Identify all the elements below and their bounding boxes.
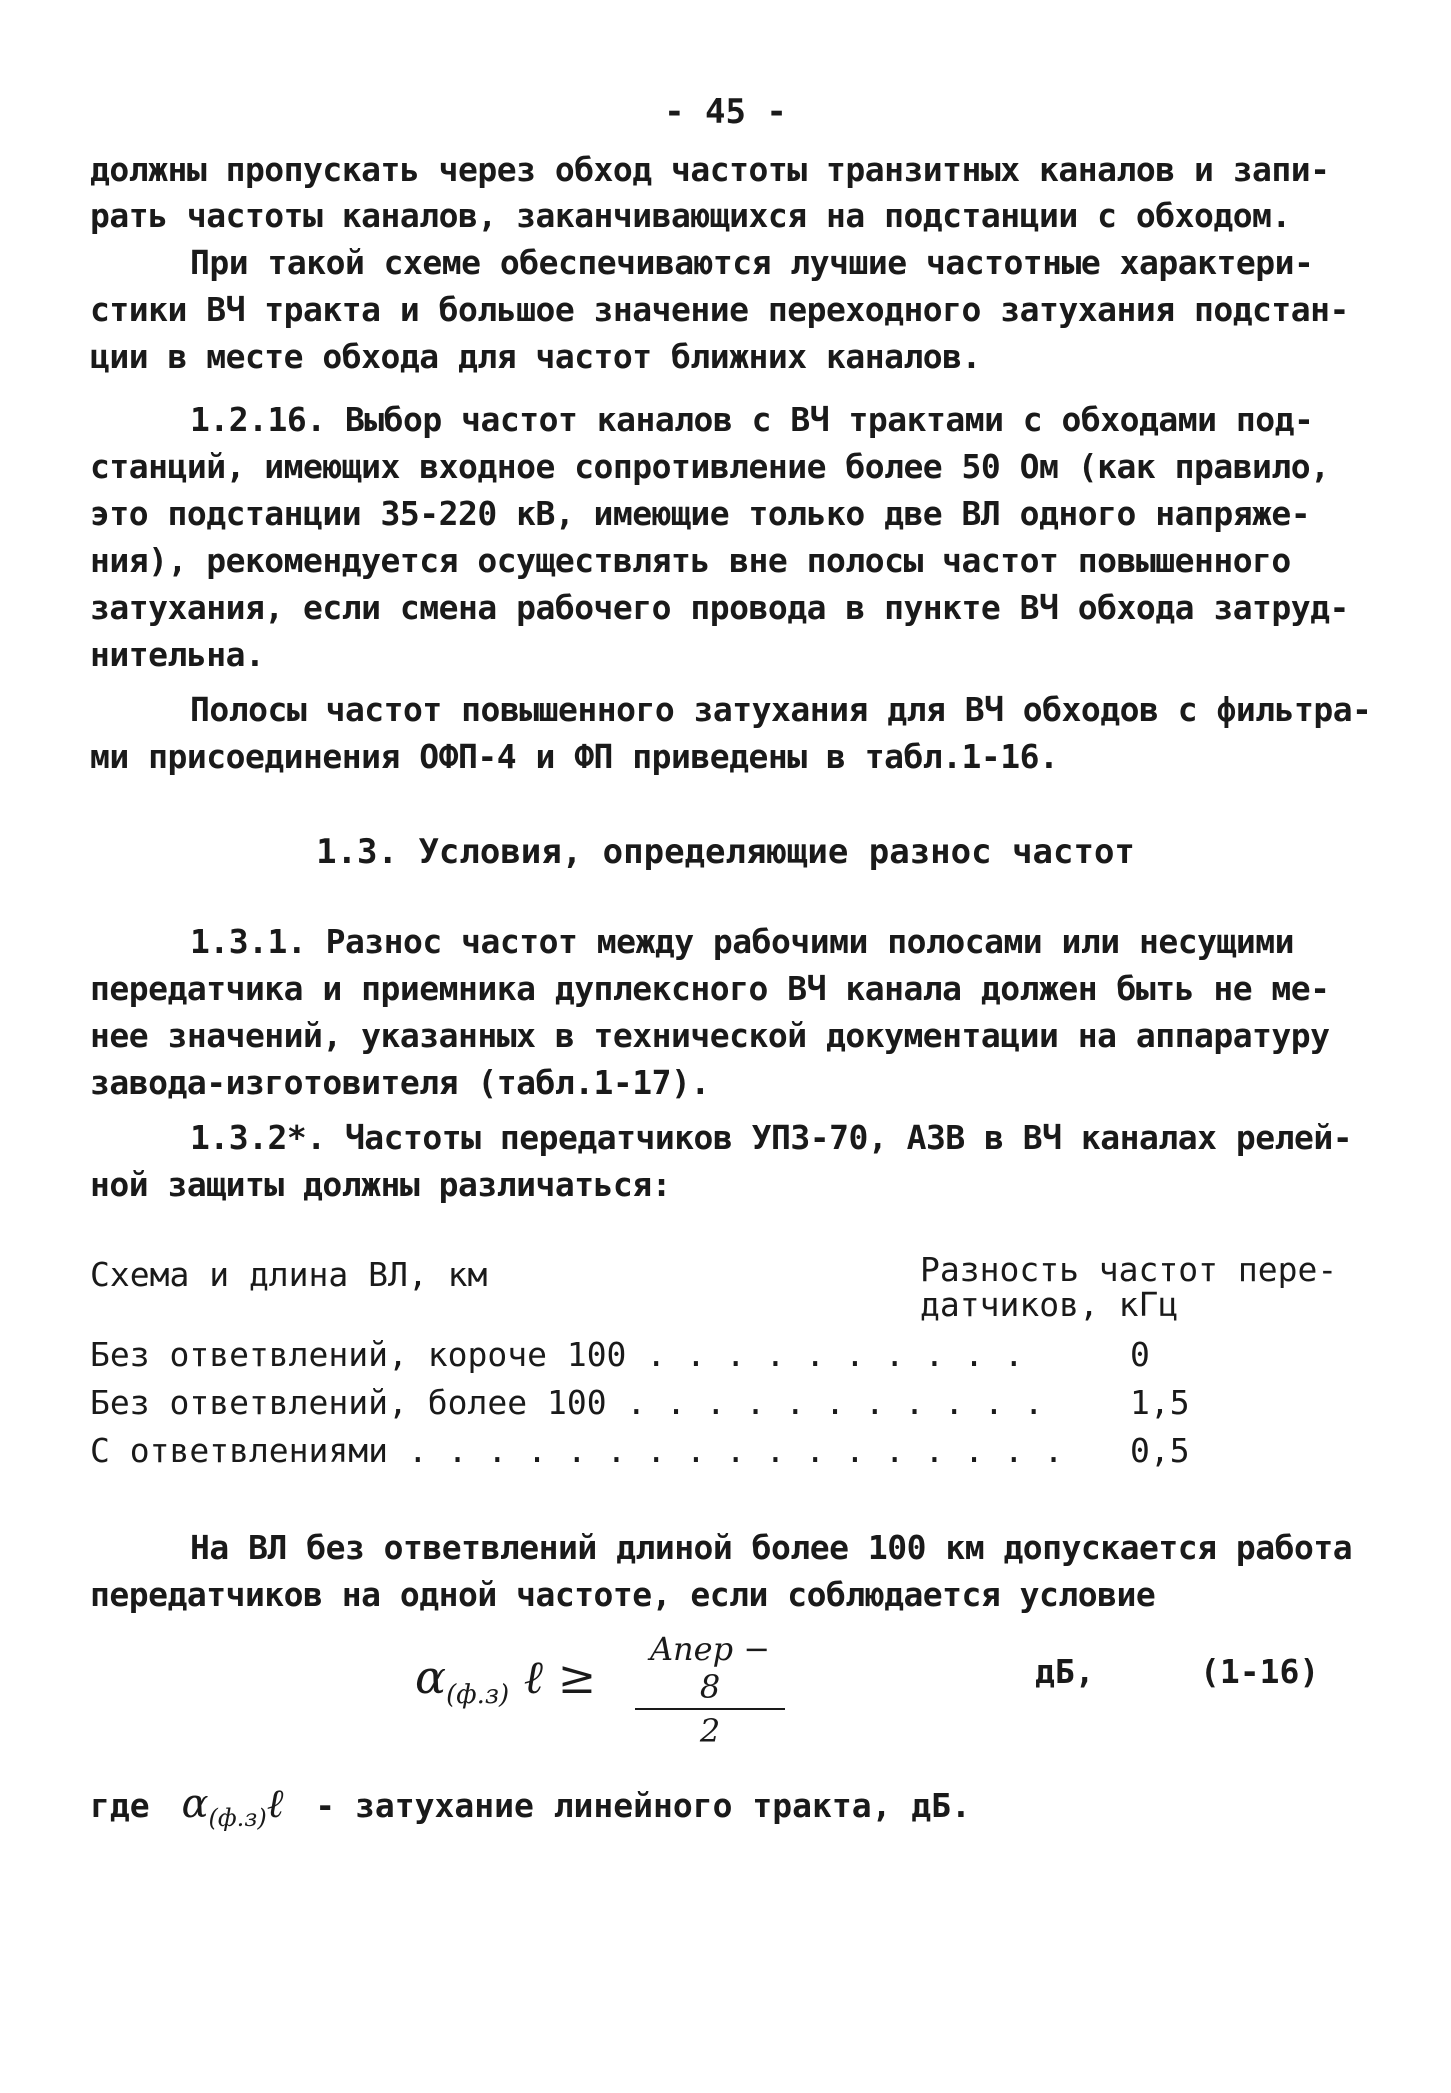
formula-unit: дБ, bbox=[1035, 1652, 1095, 1691]
text-line: На ВЛ без ответвлений длиной более 100 км допускается работа bbox=[190, 1528, 1353, 1567]
table-row bbox=[90, 1431, 1300, 1475]
where-text: - затухание линейного тракта, дБ. bbox=[315, 1786, 971, 1825]
where-symbol bbox=[181, 1781, 284, 1832]
formula-length-ge: ℓ ≥ bbox=[523, 1650, 597, 1704]
formula-1-16 bbox=[400, 1630, 1380, 1750]
text-line: ми присоединения ОФП-4 и ФП приведены в табл.1-16. bbox=[90, 737, 1059, 776]
text-line: ции в месте обхода для частот ближних каналов. bbox=[90, 337, 981, 376]
formula-lhs bbox=[415, 1650, 596, 1710]
where-prefix: где bbox=[90, 1786, 150, 1825]
where-alpha: α bbox=[181, 1781, 209, 1827]
formula-fraction bbox=[635, 1630, 785, 1750]
formula-alpha: α bbox=[415, 1650, 447, 1704]
page-number: - 45 - bbox=[664, 92, 787, 132]
row-value: 0 bbox=[1130, 1335, 1150, 1374]
text-line: завода-изготовителя (табл.1-17). bbox=[90, 1063, 710, 1102]
text-line: 1.3.1. Разнос частот между рабочими полосами или несущими bbox=[190, 922, 1294, 961]
table-header-difference-line1: Разность частот пере- bbox=[920, 1250, 1338, 1289]
text-line: стики ВЧ тракта и большое значение переходного затухания подстан- bbox=[90, 290, 1349, 329]
table-row bbox=[90, 1335, 1300, 1379]
text-line: это подстанции 35-220 кВ, имеющие только две ВЛ одного напряже- bbox=[90, 494, 1311, 533]
row-label: Без ответвлений, короче 100 . . . . . . . . . . bbox=[90, 1335, 1024, 1374]
text-line: При такой схеме обеспечиваются лучшие частотные характери- bbox=[190, 243, 1314, 282]
row-label: Без ответвлений, более 100 . . . . . . . . . . . bbox=[90, 1383, 1044, 1422]
text-line: ния), рекомендуется осуществлять вне полосы частот повышенного bbox=[90, 541, 1291, 580]
table-header-scheme: Схема и длина ВЛ, км bbox=[90, 1255, 488, 1294]
formula-subscript: (ф.з) bbox=[446, 1680, 510, 1711]
text-line: 1.2.16. Выбор частот каналов с ВЧ трактами с обходами под- bbox=[190, 400, 1314, 439]
text-line: станций, имеющих входное сопротивление более 50 Ом (как правило, bbox=[90, 447, 1330, 486]
formula-numerator: Aпер − 8 bbox=[635, 1630, 785, 1710]
text-line: рать частоты каналов, заканчивающихся на подстанции с обходом. bbox=[90, 196, 1291, 235]
text-line: 1.3.2*. Частоты передатчиков УПЗ-70, АЗВ в ВЧ каналах релей- bbox=[190, 1118, 1353, 1157]
row-value: 0,5 bbox=[1130, 1431, 1190, 1470]
equation-number: (1-16) bbox=[1200, 1652, 1320, 1691]
table-header-difference-line2: датчиков, кГц bbox=[920, 1285, 1179, 1324]
section-title: 1.3. Условия, определяющие разнос частот bbox=[316, 832, 1135, 872]
text-line: ной защиты должны различаться: bbox=[90, 1165, 672, 1204]
text-line: нее значений, указанных в технической документации на аппаратуру bbox=[90, 1016, 1330, 1055]
text-line: передатчиков на одной частоте, если соблюдается условие bbox=[90, 1575, 1156, 1614]
row-label: С ответвлениями . . . . . . . . . . . . . . . . . bbox=[90, 1431, 1064, 1470]
text-line: должны пропускать через обход частоты транзитных каналов и запи- bbox=[90, 150, 1330, 189]
row-value: 1,5 bbox=[1130, 1383, 1190, 1422]
text-line: передатчика и приемника дуплексного ВЧ канала должен быть не ме- bbox=[90, 969, 1330, 1008]
where-length: ℓ bbox=[266, 1781, 284, 1827]
text-line: нительна. bbox=[90, 635, 265, 674]
formula-explanation bbox=[90, 1780, 971, 1832]
where-subscript: (ф.з) bbox=[208, 1804, 267, 1832]
table-row bbox=[90, 1383, 1300, 1427]
formula-denominator: 2 bbox=[699, 1712, 721, 1750]
text-line: Полосы частот повышенного затухания для ВЧ обходов с фильтра- bbox=[190, 690, 1372, 729]
text-line: затухания, если смена рабочего провода в пункте ВЧ обхода затруд- bbox=[90, 588, 1349, 627]
